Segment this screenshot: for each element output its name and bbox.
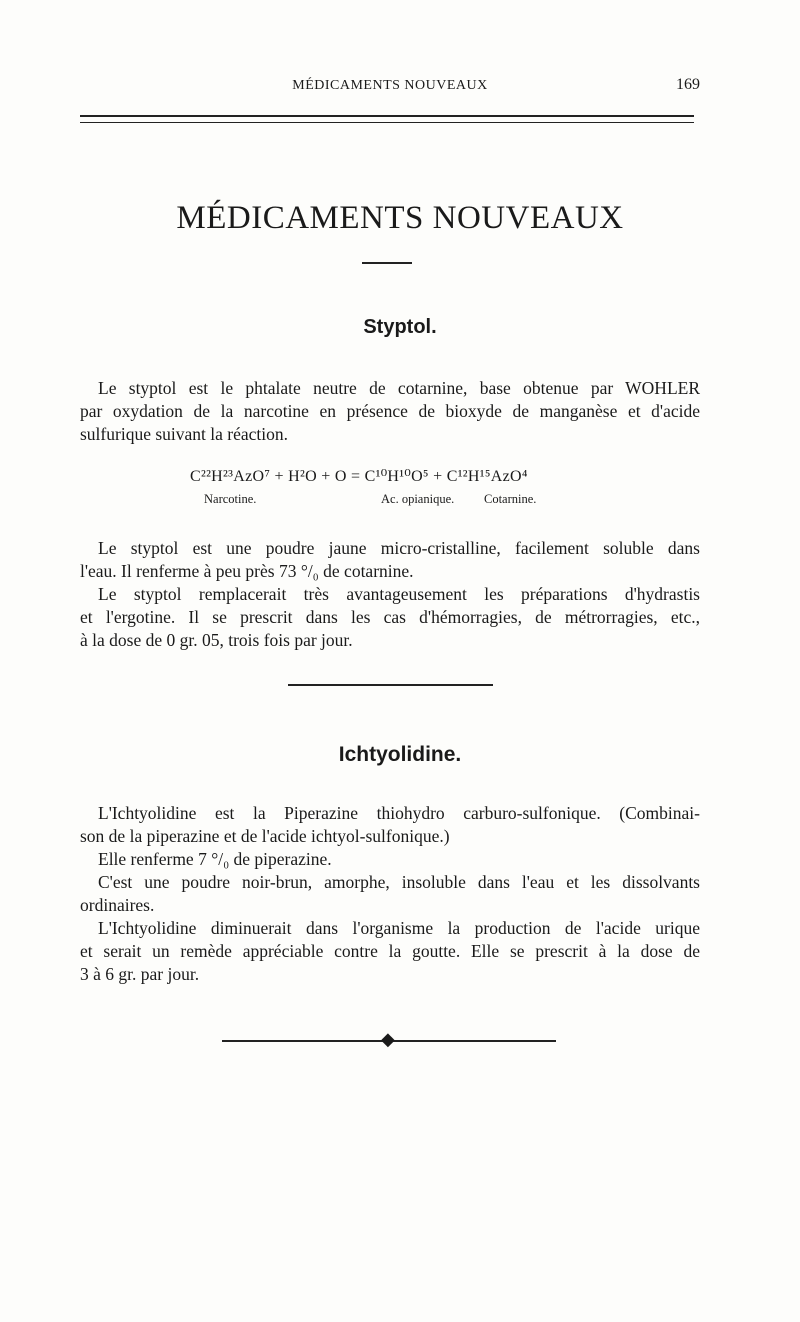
text-line: Le styptol est une poudre jaune micro-cristalline, facilement soluble dans	[98, 538, 700, 558]
equation-label-cotarnine: Cotarnine.	[484, 492, 537, 506]
section-divider	[288, 684, 493, 686]
page-title: MÉDICAMENTS NOUVEAUX	[176, 200, 624, 236]
section-heading-ichtyolidine: Ichtyolidine.	[338, 743, 462, 766]
text-line: L'Ichtyolidine diminuerait dans l'organisme la production de l'acide urique	[98, 918, 700, 938]
text-line: et l'ergotine. Il se prescrit dans les cas d'hémorragies, de métrorragies, etc.,	[80, 607, 700, 627]
chemical-equation: C²²H²³AzO⁷ + H²O + O = C¹⁰H¹⁰O⁵ + C¹²H¹⁵AzO⁴	[190, 468, 528, 485]
text-line: l'eau. Il renferme à peu près 73 °/₀ de cotarnine.	[80, 561, 414, 581]
diamond-ornament-icon: ◆	[381, 1029, 395, 1049]
text-line: Elle renferme 7 °/₀ de piperazine.	[98, 849, 332, 869]
text-line: à la dose de 0 gr. 05, trois fois par jour.	[80, 630, 353, 650]
running-head: MÉDICAMENTS NOUVEAUX	[292, 78, 488, 93]
section-heading-styptol: Styptol.	[363, 316, 437, 338]
text-line: son de la piperazine et de l'acide ichtyol-sulfonique.)	[80, 826, 450, 846]
text-line: Le styptol est le phtalate neutre de cotarnine, base obtenue par WOHLER	[98, 378, 700, 398]
styptol-body-paragraph	[80, 537, 700, 652]
ichtyolidine-body-paragraph	[80, 802, 700, 986]
page-number: 169	[676, 76, 700, 93]
text-line: 3 à 6 gr. par jour.	[80, 964, 200, 984]
header-double-rule	[80, 115, 694, 123]
text-line: sulfurique suivant la réaction.	[80, 424, 288, 444]
text-line: et serait un remède appréciable contre la goutte. Elle se prescrit à la dose de	[80, 941, 700, 961]
equation-label-opianic-acid: Ac. opianique.	[381, 492, 455, 506]
text-line: Le styptol remplacerait très avantageusement les préparations d'hydrastis	[98, 584, 700, 604]
equation-label-narcotine: Narcotine.	[204, 492, 257, 506]
text-line: ordinaires.	[80, 895, 155, 915]
text-line: L'Ichtyolidine est la Piperazine thiohydro carburo-sulfonique. (Combinai-	[98, 803, 700, 823]
text-line: C'est une poudre noir-brun, amorphe, insoluble dans l'eau et les dissolvants	[98, 872, 700, 892]
title-rule	[362, 262, 412, 264]
styptol-intro-paragraph	[80, 377, 700, 446]
text-line: par oxydation de la narcotine en présence de bioxyde de manganèse et d'acide	[80, 401, 700, 421]
